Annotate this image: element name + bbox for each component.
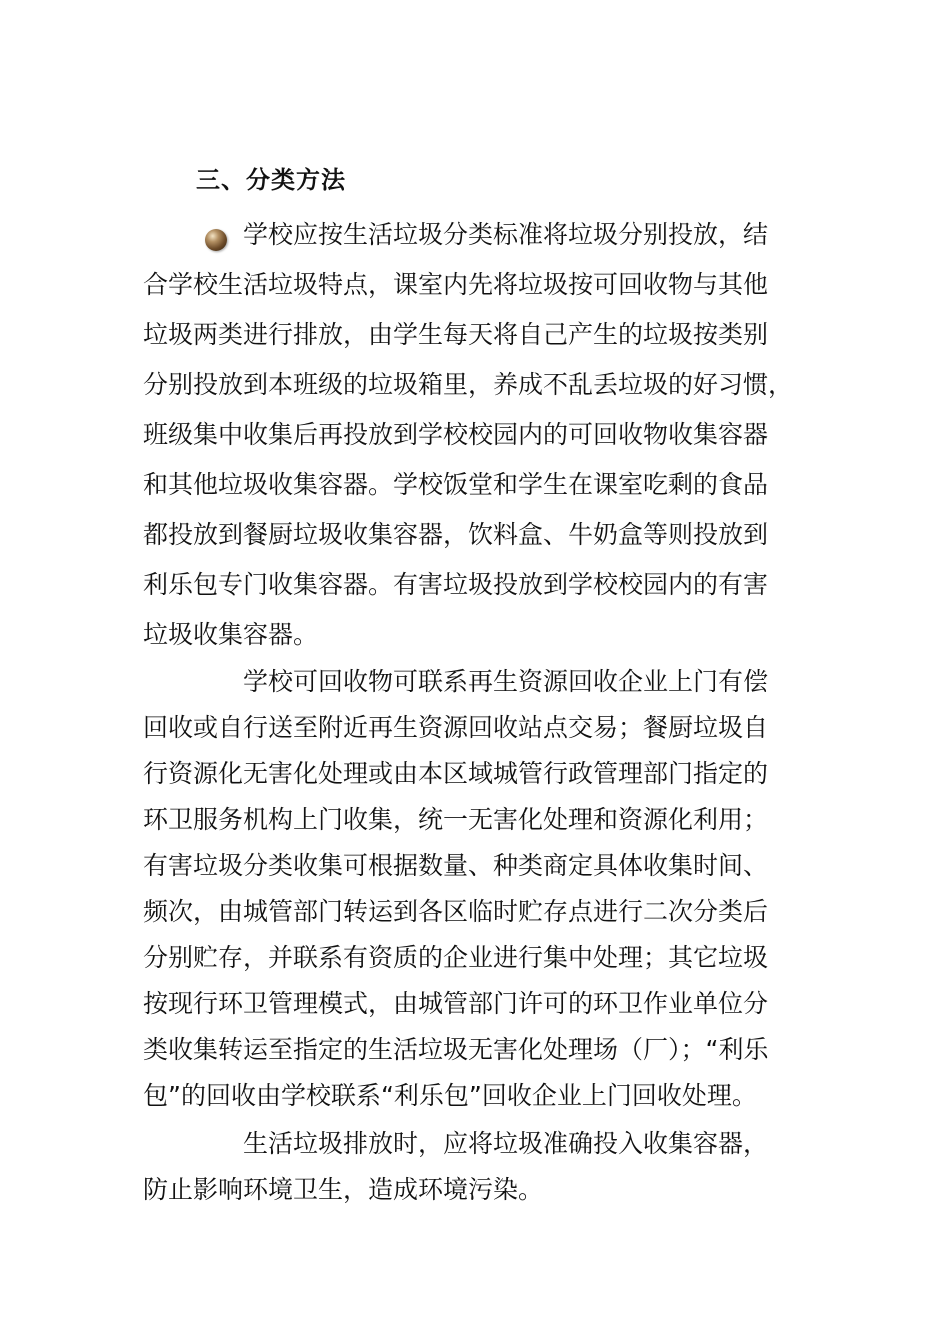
paragraph-line: 学校应按生活垃圾分类标准将垃圾分别投放，结 bbox=[143, 210, 813, 260]
paragraph-line: 利乐包专门收集容器。有害垃圾投放到学校校园内的有害 bbox=[143, 570, 769, 599]
paragraph-line: 垃圾两类进行排放，由学生每天将自己产生的垃圾按类别 bbox=[143, 320, 769, 349]
paragraph-line: 和其他垃圾收集容器。学校饭堂和学生在课室吃剩的食品 bbox=[143, 470, 769, 499]
paragraph-line: 垃圾收集容器。 bbox=[143, 620, 319, 649]
paragraph-line: 包”的回收由学校联系“利乐包”回收企业上门回收处理。 bbox=[143, 1081, 757, 1110]
paragraph-line: 行资源化无害化处理或由本区域城管行政管理部门指定的 bbox=[143, 759, 769, 788]
paragraph-line: 频次，由城管部门转运到各区临时贮存点进行二次分类后 bbox=[143, 897, 769, 926]
paragraph-line: 分别贮存，并联系有资质的企业进行集中处理；其它垃圾 bbox=[143, 943, 769, 972]
paragraph-sorting-disposal bbox=[143, 210, 813, 660]
paragraph-line: 分别投放到本班级的垃圾箱里，养成不乱丢垃圾的好习惯， bbox=[143, 370, 794, 399]
paragraph-line: 学校可回收物可联系再生资源回收企业上门有偿 bbox=[243, 667, 769, 696]
paragraph-line: 防止影响环境卫生，造成环境污染。 bbox=[143, 1175, 544, 1204]
paragraph-line: 班级集中收集后再投放到学校校园内的可回收物收集容器 bbox=[143, 420, 769, 449]
paragraph-line: 回收或自行送至附近再生资源回收站点交易；餐厨垃圾自 bbox=[143, 713, 769, 742]
paragraph-line: 合学校生活垃圾特点，课室内先将垃圾按可回收物与其他 bbox=[143, 270, 769, 299]
paragraph-recycling-collection bbox=[143, 659, 813, 1119]
paragraph-line: 按现行环卫管理模式，由城管部门许可的环卫作业单位分 bbox=[143, 989, 769, 1018]
paragraph-discharge-rule bbox=[143, 1121, 813, 1213]
paragraph-line: 有害垃圾分类收集可根据数量、种类商定具体收集时间、 bbox=[143, 851, 769, 880]
paragraph-line: 都投放到餐厨垃圾收集容器，饮料盒、牛奶盒等则投放到 bbox=[143, 520, 769, 549]
paragraph-line: 类收集转运至指定的生活垃圾无害化处理场（厂）；“利乐 bbox=[143, 1035, 769, 1064]
paragraph-line: 生活垃圾排放时，应将垃圾准确投入收集容器， bbox=[243, 1129, 769, 1158]
sphere-bullet-icon bbox=[205, 229, 227, 251]
section-heading: 三、分类方法 bbox=[196, 166, 346, 194]
paragraph-line: 环卫服务机构上门收集，统一无害化处理和资源化利用； bbox=[143, 805, 769, 834]
